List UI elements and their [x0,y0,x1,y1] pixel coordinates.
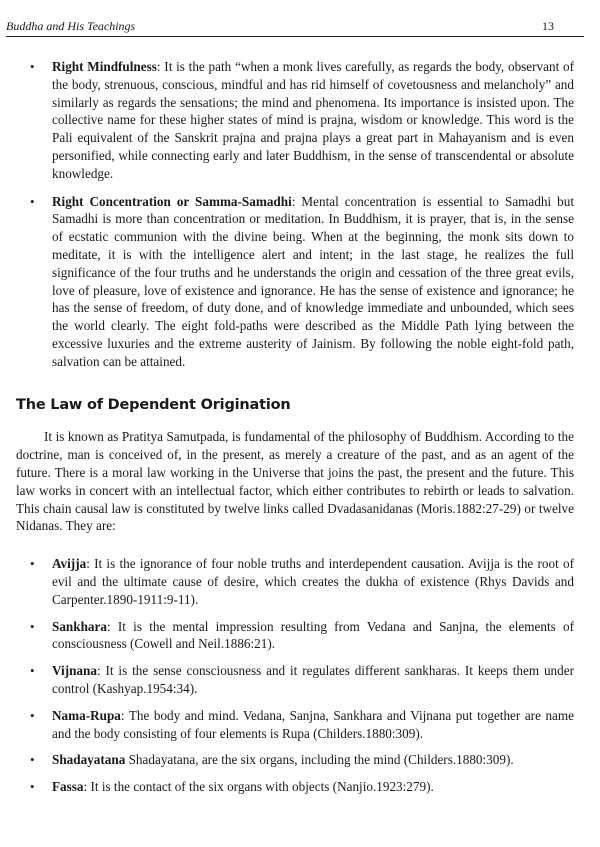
running-title: Buddha and His Teachings [6,19,136,33]
list-item-sankhara [16,618,574,654]
list-item-term: Avijja [52,556,87,572]
list-item-term: Nama-Rupa [52,707,121,723]
bullet-icon: • [30,752,35,768]
list-item-text: : It is the mental impression resulting from Vedana and Sanjna, the elements of consciousness (Cowell and Neil.1886:21). [52,618,574,652]
page-header [6,16,588,34]
page-number: 13 [542,19,554,33]
list-item-shadayatana [16,751,574,769]
nidana-list [16,555,574,796]
bullet-item-right-mindfulness [16,58,574,183]
list-item-term: Sankhara [52,618,107,634]
section-paragraph: It is known as Pratitya Samutpada, is fundamental of the philosophy of Buddhism. According to the doctrine, man is conceived of, in the present, as merely a creature of the past, and as an agent of the future. There is a moral law working in the Universe that joins the past, the present and the future. This law works in concert with an intellectual factor, which either contributes to rebirth or leads to salvation. This chain causal law is constituted by twelve links called Dvadasanidanas (Moris.1882:27-29) or twelve Nidanas. They are: [16,429,574,534]
bullet-term: Right Mindfulness [52,59,157,74]
header-rule [6,36,584,37]
bullet-icon: • [30,707,35,723]
list-item-text: : It is the ignorance of four noble truths and interdependent causation. Avijja is the root of evil and the ultimate cause of desire, which creates the dukha of existence (Rhys Davids and Carpenter.1890-1911:9-11). [52,556,574,607]
list-item-text: Shadayatana, are the six organs, including the mind (Childers.1880:309). [125,752,514,768]
list-item-text: : It is the sense consciousness and it regulates different sankharas. It keeps them under control (Kashyap.1954:34). [52,663,574,696]
list-item-text: : The body and mind. Vedana, Sanjna, Sankhara and Vijnana put together are name and the body consisting of four elements is Rupa (Childers.1880:309). [52,707,574,741]
bullet-icon: • [30,663,35,679]
bullet-text: : It is the path “when a monk lives carefully, as regards the body, observant of the body, strenuous, conscious, mindful and has rid himself of covetousness and melancholy” and similarly as regards the sensations; the mind and phenomena. Its importance is insisted upon. The collective name for these higher states of mind is prajna, wisdom or knowledge. This word is the Pali equivalent of the Sanskrit prajna and prajna plays a great part in Mahayanism and is even personified, while connecting early and later Buddhism, in the sense of transcendental or absolute knowledge. [52,59,574,181]
bullet-icon: • [30,59,35,74]
list-item-term: Fassa [52,779,84,795]
list-item-text: : It is the contact of the six organs with objects (Nanjio.1923:279). [83,779,434,795]
bullet-icon: • [30,556,35,572]
list-item-fassa [16,778,574,796]
bullet-term: Right Concentration or Samma-Samadhi [52,193,292,209]
bullet-icon: • [30,618,35,634]
list-item-avijja [16,555,574,608]
page-body [16,58,574,805]
section-heading: The Law of Dependent Origination [16,396,291,413]
bullet-icon: • [30,779,35,795]
bullet-item-right-concentration [16,193,574,371]
list-item-term: Shadayatana [52,752,126,768]
bullet-icon: • [30,193,35,209]
list-item-nama-rupa [16,707,574,743]
list-item-term: Vijnana [52,663,97,679]
list-item-vijnana [16,662,574,698]
bullet-text: : Mental concentration is essential to Samadhi but Samadhi is more than concentration or meditation. In Buddhism, it is prayer, that is, in the sense of ecstatic communion with the divine being. When at the beginning, the monk sits down to meditate, it is with the intelligence alert and intent; in the last stage, he realizes the full significance of the four truths and he understands the origin and cessation of the three great evils, love of pleasure, love of existence and ignorance. He has the sense of existence and ignorance; he has the sense of freedom, of duty done, and of knowledge immediate and unbounded, which sees the world clearly. The eight fold-paths were described as the Middle Path lying between the excessive luxuries and the extreme austerity of Jainism. By following the noble eight-fold path, salvation can be attained. [52,193,574,369]
